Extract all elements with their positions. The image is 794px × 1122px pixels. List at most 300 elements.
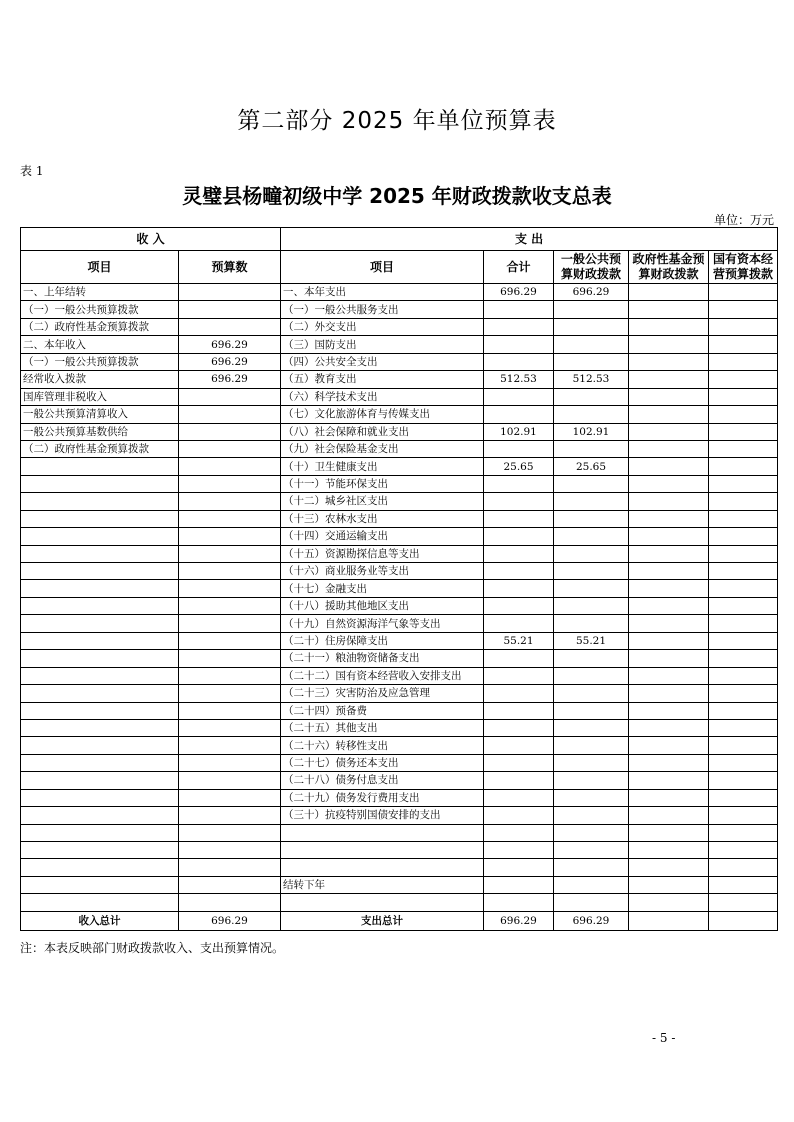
table-cell bbox=[179, 650, 281, 667]
table-cell bbox=[709, 510, 778, 527]
table-cell bbox=[179, 876, 281, 893]
table-cell bbox=[21, 876, 179, 893]
table-cell bbox=[709, 336, 778, 353]
table-cell bbox=[554, 475, 629, 492]
table-cell bbox=[709, 371, 778, 388]
table-cell bbox=[179, 859, 281, 876]
table-cell bbox=[484, 615, 554, 632]
table-cell bbox=[629, 353, 709, 370]
table-number: 表 1 bbox=[20, 164, 44, 178]
table-row bbox=[21, 685, 778, 702]
table-cell bbox=[629, 475, 709, 492]
table-cell bbox=[484, 475, 554, 492]
table-cell bbox=[179, 423, 281, 440]
table-cell bbox=[554, 719, 629, 736]
table-cell bbox=[554, 318, 629, 335]
col-header-state-capital: 国有资本经营预算拨款 bbox=[709, 251, 778, 284]
column-header-row bbox=[21, 251, 778, 284]
table-cell bbox=[554, 615, 629, 632]
table-cell bbox=[484, 876, 554, 893]
table-cell bbox=[554, 545, 629, 562]
table-cell bbox=[554, 894, 629, 911]
table-cell bbox=[179, 685, 281, 702]
table-cell bbox=[709, 876, 778, 893]
table-cell bbox=[629, 510, 709, 527]
table-cell bbox=[554, 772, 629, 789]
table-cell bbox=[281, 824, 484, 841]
table-cell bbox=[554, 493, 629, 510]
table-cell: 一般公共预算清算收入 bbox=[21, 406, 179, 423]
table-cell bbox=[554, 406, 629, 423]
table-cell bbox=[179, 824, 281, 841]
table-cell bbox=[629, 894, 709, 911]
table-cell bbox=[709, 824, 778, 841]
table-note: 注：本表反映部门财政拨款收入、支出预算情况。 bbox=[20, 941, 285, 955]
table-cell bbox=[179, 440, 281, 457]
table-row bbox=[21, 894, 778, 911]
table-cell bbox=[484, 406, 554, 423]
table-cell bbox=[179, 719, 281, 736]
table-cell bbox=[629, 667, 709, 684]
table-cell: 55.21 bbox=[554, 632, 629, 649]
table-cell bbox=[179, 632, 281, 649]
table-cell bbox=[629, 371, 709, 388]
table-cell bbox=[709, 353, 778, 370]
table-cell bbox=[554, 824, 629, 841]
table-cell bbox=[281, 859, 484, 876]
group-header-row bbox=[21, 228, 778, 251]
table-row bbox=[21, 406, 778, 423]
table-cell bbox=[179, 754, 281, 771]
table-cell bbox=[709, 406, 778, 423]
table-cell bbox=[179, 667, 281, 684]
total-cell bbox=[709, 911, 778, 930]
table-cell bbox=[629, 423, 709, 440]
table-cell bbox=[629, 737, 709, 754]
table-cell bbox=[21, 719, 179, 736]
table-cell bbox=[554, 807, 629, 824]
table-row bbox=[21, 754, 778, 771]
table-cell bbox=[484, 580, 554, 597]
table-row bbox=[21, 423, 778, 440]
table-cell bbox=[484, 545, 554, 562]
table-cell bbox=[21, 650, 179, 667]
table-cell bbox=[629, 615, 709, 632]
table-cell bbox=[554, 597, 629, 614]
table-cell: 25.65 bbox=[554, 458, 629, 475]
table-cell bbox=[629, 859, 709, 876]
table-cell: 一、本年支出 bbox=[281, 284, 484, 301]
table-cell: （十四）交通运输支出 bbox=[281, 528, 484, 545]
table-cell bbox=[21, 702, 179, 719]
col-header-general-budget: 一般公共预算财政拨款 bbox=[554, 251, 629, 284]
table-cell bbox=[179, 772, 281, 789]
table-cell bbox=[179, 563, 281, 580]
table-cell bbox=[709, 545, 778, 562]
table-cell bbox=[179, 842, 281, 859]
col-header-expense-item: 项目 bbox=[281, 251, 484, 284]
table-cell: （二十五）其他支出 bbox=[281, 719, 484, 736]
table-cell bbox=[554, 650, 629, 667]
table-cell: （十七）金融支出 bbox=[281, 580, 484, 597]
table-cell: （三）国防支出 bbox=[281, 336, 484, 353]
table-cell bbox=[709, 318, 778, 335]
total-cell: 收入总计 bbox=[21, 911, 179, 930]
table-cell bbox=[709, 789, 778, 806]
table-cell: （十三）农林水支出 bbox=[281, 510, 484, 527]
table-cell: （十一）节能环保支出 bbox=[281, 475, 484, 492]
table-row bbox=[21, 336, 778, 353]
table-cell bbox=[629, 650, 709, 667]
table-cell bbox=[179, 458, 281, 475]
table-cell bbox=[179, 807, 281, 824]
table-cell bbox=[554, 667, 629, 684]
table-row bbox=[21, 650, 778, 667]
table-cell bbox=[709, 737, 778, 754]
table-cell: 696.29 bbox=[179, 353, 281, 370]
table-cell bbox=[281, 894, 484, 911]
table-cell bbox=[629, 632, 709, 649]
table-cell bbox=[554, 353, 629, 370]
table-cell bbox=[554, 336, 629, 353]
table-cell: （二十四）预备费 bbox=[281, 702, 484, 719]
table-row bbox=[21, 719, 778, 736]
table-cell: （二十一）粮油物资储备支出 bbox=[281, 650, 484, 667]
total-cell: 696.29 bbox=[484, 911, 554, 930]
table-row bbox=[21, 458, 778, 475]
table-cell: （二十八）债务付息支出 bbox=[281, 772, 484, 789]
budget-table bbox=[20, 227, 778, 931]
table-title: 灵璧县杨疃初级中学 2025 年财政拨款收支总表 bbox=[182, 184, 612, 208]
table-cell bbox=[179, 318, 281, 335]
table-cell bbox=[629, 876, 709, 893]
table-cell bbox=[629, 685, 709, 702]
table-row bbox=[21, 615, 778, 632]
table-cell bbox=[21, 772, 179, 789]
table-cell: （一）一般公共预算拨款 bbox=[21, 301, 179, 318]
table-cell: （九）社会保险基金支出 bbox=[281, 440, 484, 457]
table-cell bbox=[179, 475, 281, 492]
table-cell: 一、上年结转 bbox=[21, 284, 179, 301]
table-cell bbox=[629, 597, 709, 614]
table-cell bbox=[179, 894, 281, 911]
table-cell bbox=[21, 458, 179, 475]
table-cell bbox=[629, 406, 709, 423]
table-cell bbox=[179, 789, 281, 806]
table-cell: （三十）抗疫特别国债安排的支出 bbox=[281, 807, 484, 824]
table-cell bbox=[709, 423, 778, 440]
table-cell bbox=[21, 842, 179, 859]
table-row bbox=[21, 318, 778, 335]
table-cell bbox=[484, 493, 554, 510]
page-number: - 5 - bbox=[652, 1031, 676, 1045]
table-row bbox=[21, 388, 778, 405]
table-cell: （二）政府性基金预算拨款 bbox=[21, 440, 179, 457]
table-cell bbox=[709, 440, 778, 457]
table-cell bbox=[629, 580, 709, 597]
table-cell bbox=[484, 510, 554, 527]
table-row bbox=[21, 789, 778, 806]
table-cell bbox=[484, 388, 554, 405]
table-cell bbox=[629, 458, 709, 475]
table-cell bbox=[179, 301, 281, 318]
table-cell bbox=[179, 510, 281, 527]
table-row bbox=[21, 510, 778, 527]
table-cell bbox=[629, 719, 709, 736]
table-row bbox=[21, 876, 778, 893]
table-cell bbox=[21, 824, 179, 841]
table-cell: 国库管理非税收入 bbox=[21, 388, 179, 405]
table-cell: 二、本年收入 bbox=[21, 336, 179, 353]
table-cell bbox=[709, 807, 778, 824]
table-cell bbox=[21, 580, 179, 597]
table-cell bbox=[554, 702, 629, 719]
table-cell bbox=[179, 493, 281, 510]
col-header-total: 合计 bbox=[484, 251, 554, 284]
table-cell bbox=[709, 563, 778, 580]
table-cell: （十二）城乡社区支出 bbox=[281, 493, 484, 510]
table-cell: （二十三）灾害防治及应急管理 bbox=[281, 685, 484, 702]
table-cell: 696.29 bbox=[179, 336, 281, 353]
table-row bbox=[21, 859, 778, 876]
table-cell bbox=[484, 859, 554, 876]
table-cell bbox=[709, 702, 778, 719]
table-cell bbox=[484, 563, 554, 580]
table-cell bbox=[21, 510, 179, 527]
table-cell bbox=[554, 510, 629, 527]
table-cell bbox=[484, 528, 554, 545]
total-row bbox=[21, 911, 778, 930]
table-row bbox=[21, 580, 778, 597]
table-cell bbox=[554, 528, 629, 545]
table-cell bbox=[21, 528, 179, 545]
total-cell: 696.29 bbox=[179, 911, 281, 930]
income-group-header: 收 入 bbox=[21, 228, 281, 251]
table-cell: （十）卫生健康支出 bbox=[281, 458, 484, 475]
table-cell: 696.29 bbox=[179, 371, 281, 388]
table-cell bbox=[709, 580, 778, 597]
table-cell bbox=[629, 842, 709, 859]
table-row bbox=[21, 301, 778, 318]
table-cell: 结转下年 bbox=[281, 876, 484, 893]
table-cell bbox=[554, 563, 629, 580]
table-row bbox=[21, 632, 778, 649]
table-row bbox=[21, 772, 778, 789]
table-cell: 102.91 bbox=[484, 423, 554, 440]
table-cell bbox=[179, 406, 281, 423]
table-cell: （十六）商业服务业等支出 bbox=[281, 563, 484, 580]
table-cell: （十五）资源勘探信息等支出 bbox=[281, 545, 484, 562]
table-cell bbox=[709, 754, 778, 771]
table-cell bbox=[484, 702, 554, 719]
table-cell: （七）文化旅游体育与传媒支出 bbox=[281, 406, 484, 423]
table-cell bbox=[709, 650, 778, 667]
table-cell bbox=[554, 842, 629, 859]
table-cell bbox=[554, 789, 629, 806]
unit-label: 单位：万元 bbox=[713, 213, 774, 227]
table-row bbox=[21, 371, 778, 388]
table-cell bbox=[484, 754, 554, 771]
table-cell bbox=[484, 807, 554, 824]
table-cell: （二十六）转移性支出 bbox=[281, 737, 484, 754]
table-cell bbox=[21, 894, 179, 911]
table-cell bbox=[709, 772, 778, 789]
table-cell bbox=[629, 301, 709, 318]
table-cell bbox=[484, 789, 554, 806]
table-cell bbox=[554, 737, 629, 754]
table-cell: （二）外交支出 bbox=[281, 318, 484, 335]
table-cell bbox=[629, 702, 709, 719]
table-cell bbox=[554, 388, 629, 405]
table-cell bbox=[709, 615, 778, 632]
col-header-budget: 预算数 bbox=[179, 251, 281, 284]
table-cell bbox=[179, 615, 281, 632]
table-cell bbox=[709, 719, 778, 736]
table-cell bbox=[484, 824, 554, 841]
table-row bbox=[21, 807, 778, 824]
table-cell bbox=[484, 894, 554, 911]
table-cell: 512.53 bbox=[484, 371, 554, 388]
table-cell: （六）科学技术支出 bbox=[281, 388, 484, 405]
col-header-income-item: 项目 bbox=[21, 251, 179, 284]
table-cell bbox=[629, 318, 709, 335]
table-cell bbox=[21, 597, 179, 614]
table-cell: 25.65 bbox=[484, 458, 554, 475]
table-cell bbox=[21, 667, 179, 684]
col-header-gov-fund: 政府性基金预算财政拨款 bbox=[629, 251, 709, 284]
table-cell bbox=[629, 493, 709, 510]
table-row bbox=[21, 563, 778, 580]
table-row bbox=[21, 842, 778, 859]
table-row bbox=[21, 545, 778, 562]
part-title: 第二部分 2025 年单位预算表 bbox=[237, 108, 557, 134]
table-cell bbox=[484, 353, 554, 370]
table-cell bbox=[484, 685, 554, 702]
table-cell bbox=[179, 528, 281, 545]
table-row bbox=[21, 667, 778, 684]
table-cell bbox=[629, 528, 709, 545]
table-cell bbox=[21, 632, 179, 649]
table-row bbox=[21, 493, 778, 510]
table-cell bbox=[709, 667, 778, 684]
table-row bbox=[21, 737, 778, 754]
table-row bbox=[21, 597, 778, 614]
table-cell: （八）社会保障和就业支出 bbox=[281, 423, 484, 440]
table-cell bbox=[709, 301, 778, 318]
table-cell bbox=[629, 754, 709, 771]
table-cell bbox=[21, 563, 179, 580]
table-cell bbox=[554, 685, 629, 702]
table-cell bbox=[21, 807, 179, 824]
table-cell: 经常收入拨款 bbox=[21, 371, 179, 388]
table-cell: 55.21 bbox=[484, 632, 554, 649]
table-cell: （四）公共安全支出 bbox=[281, 353, 484, 370]
table-cell bbox=[629, 824, 709, 841]
table-cell: 696.29 bbox=[554, 284, 629, 301]
table-cell bbox=[484, 650, 554, 667]
table-cell bbox=[484, 318, 554, 335]
table-cell bbox=[709, 493, 778, 510]
table-cell: （二十）住房保障支出 bbox=[281, 632, 484, 649]
table-cell bbox=[709, 458, 778, 475]
table-cell bbox=[629, 772, 709, 789]
table-cell bbox=[484, 667, 554, 684]
total-cell: 696.29 bbox=[554, 911, 629, 930]
table-row bbox=[21, 824, 778, 841]
table-row bbox=[21, 528, 778, 545]
table-cell bbox=[709, 528, 778, 545]
table-cell bbox=[554, 876, 629, 893]
table-cell: （一）一般公共预算拨款 bbox=[21, 353, 179, 370]
table-cell bbox=[709, 597, 778, 614]
table-cell bbox=[709, 859, 778, 876]
table-cell: （二十七）债务还本支出 bbox=[281, 754, 484, 771]
table-cell bbox=[21, 685, 179, 702]
table-cell bbox=[179, 545, 281, 562]
table-row bbox=[21, 702, 778, 719]
table-cell: 一般公共预算基数供给 bbox=[21, 423, 179, 440]
table-cell: 512.53 bbox=[554, 371, 629, 388]
table-cell bbox=[179, 580, 281, 597]
total-cell bbox=[629, 911, 709, 930]
table-cell bbox=[629, 388, 709, 405]
table-cell: （五）教育支出 bbox=[281, 371, 484, 388]
table-cell bbox=[484, 737, 554, 754]
table-cell: 102.91 bbox=[554, 423, 629, 440]
expense-group-header: 支 出 bbox=[281, 228, 778, 251]
table-cell bbox=[179, 284, 281, 301]
table-cell bbox=[629, 789, 709, 806]
table-cell: （二十九）债务发行费用支出 bbox=[281, 789, 484, 806]
table-cell bbox=[709, 842, 778, 859]
table-cell bbox=[629, 545, 709, 562]
table-cell bbox=[484, 301, 554, 318]
table-cell bbox=[484, 597, 554, 614]
table-cell bbox=[629, 284, 709, 301]
table-cell bbox=[629, 807, 709, 824]
table-row bbox=[21, 475, 778, 492]
table-cell bbox=[179, 702, 281, 719]
table-cell bbox=[21, 475, 179, 492]
table-cell: 696.29 bbox=[484, 284, 554, 301]
table-cell bbox=[21, 493, 179, 510]
table-cell bbox=[709, 632, 778, 649]
table-cell bbox=[179, 737, 281, 754]
table-cell: （十八）援助其他地区支出 bbox=[281, 597, 484, 614]
table-cell bbox=[709, 685, 778, 702]
table-cell bbox=[554, 859, 629, 876]
table-cell bbox=[484, 440, 554, 457]
table-cell bbox=[629, 440, 709, 457]
total-cell: 支出总计 bbox=[281, 911, 484, 930]
table-cell bbox=[484, 772, 554, 789]
table-cell bbox=[179, 388, 281, 405]
table-cell bbox=[629, 336, 709, 353]
table-cell: （二）政府性基金预算拨款 bbox=[21, 318, 179, 335]
table-cell: （二十二）国有资本经营收入安排支出 bbox=[281, 667, 484, 684]
table-cell: （十九）自然资源海洋气象等支出 bbox=[281, 615, 484, 632]
table-cell bbox=[281, 842, 484, 859]
table-cell bbox=[709, 894, 778, 911]
table-cell bbox=[554, 580, 629, 597]
table-row bbox=[21, 440, 778, 457]
table-cell bbox=[629, 563, 709, 580]
table-cell bbox=[709, 388, 778, 405]
table-cell bbox=[21, 789, 179, 806]
table-cell bbox=[484, 336, 554, 353]
table-cell bbox=[21, 615, 179, 632]
table-cell bbox=[484, 719, 554, 736]
